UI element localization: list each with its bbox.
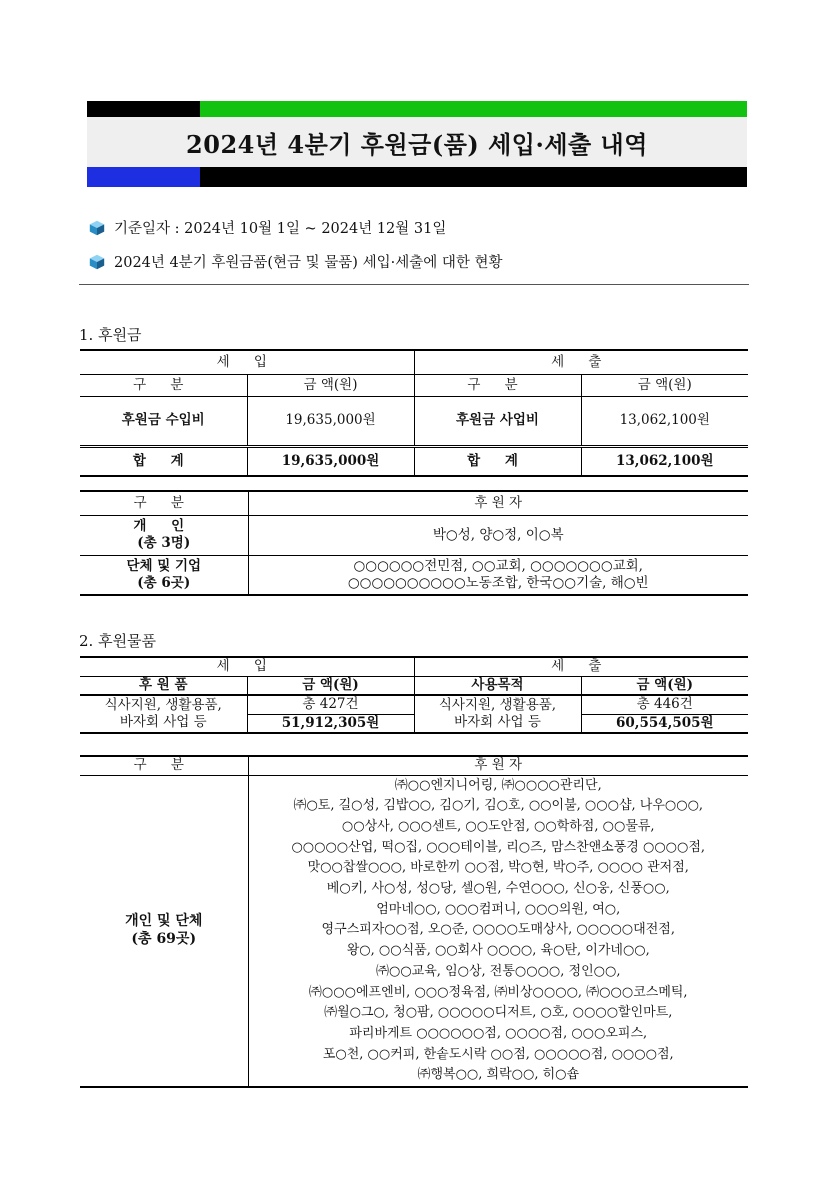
donation-donors-table <box>80 490 748 596</box>
total-expense-amount: 13,062,100원 <box>581 446 748 476</box>
expense-item-line: 바자회 사업 등 <box>454 714 541 730</box>
expense-item-line: 식사지원, 생활용품, <box>438 697 557 714</box>
col-amount: 금 액(원) <box>581 676 748 695</box>
banner-bar-black-bottom <box>200 167 747 187</box>
cube-icon <box>88 253 106 271</box>
individual-cell <box>80 515 248 555</box>
table-row <box>80 396 748 446</box>
col-donor: 후 원 자 <box>248 491 748 515</box>
donor-group-label: 개인 및 단체 <box>125 913 203 930</box>
donor-list-line: 영구스피자○○점, 오○준, ○○○○도매상사, ○○○○○대전점, <box>321 922 675 938</box>
info-period-text: 기준일자 : 2024년 10월 1일 ~ 2024년 12월 31일 <box>114 221 447 237</box>
donor-list <box>248 775 748 1087</box>
donor-list-line: ㈜○○교육, 임○상, 전통○○○○, 정인○○, <box>376 963 621 979</box>
donor-list-line: 포○천, ○○커피, 한솥도시락 ○○점, ○○○○○점, ○○○○점, <box>322 1046 674 1062</box>
individual-names: 박○성, 양○정, 이○복 <box>248 515 748 555</box>
donor-list-line: ㈜○토, 길○성, 김밥○○, 김○기, 김○호, ○○이불, ○○○샵, 나우○○○, <box>293 798 704 814</box>
col-gubun: 구 분 <box>80 491 248 515</box>
table-row <box>80 491 748 515</box>
donor-list-line: 왕○, ○○식품, ○○회사 ○○○○, 육○탄, 이가네○○, <box>346 943 650 959</box>
banner-bar-black <box>87 101 200 117</box>
donor-list-line: 베○키, 사○성, 성○당, 셀○원, 수연○○○, 신○웅, 신풍○○, <box>326 881 670 897</box>
col-item: 후 원 품 <box>80 676 247 695</box>
income-header: 세 입 <box>80 350 414 374</box>
donor-group-count: (총 69곳) <box>131 930 197 947</box>
banner-bar-blue <box>87 167 200 187</box>
table-row <box>80 695 748 714</box>
col-gubun: 구 분 <box>414 374 581 396</box>
table-row <box>80 676 748 695</box>
income-item-line: 바자회 사업 등 <box>119 714 207 730</box>
expense-count: 총 446건 <box>581 695 748 714</box>
col-gubun: 구 분 <box>80 374 247 396</box>
income-item-line: 식사지원, 생활용품, <box>104 697 222 714</box>
donor-list-line: ○○○○○산업, 떡○집, ○○○테이블, 리○즈, 맘스찬앤소풍경 ○○○○점, <box>291 839 706 855</box>
income-header: 세 입 <box>80 657 414 676</box>
col-gubun: 구 분 <box>80 756 248 775</box>
donor-group-cell <box>80 775 248 1087</box>
table-row <box>80 775 748 1087</box>
total-label: 합 계 <box>80 446 247 476</box>
donor-list-line: ㈜월○그○, 청○팜, ○○○○○디저트, ○호, ○○○○할인마트, <box>324 1005 673 1021</box>
expense-header: 세 출 <box>414 350 748 374</box>
expense-amount: 13,062,100원 <box>619 412 710 429</box>
donation-income-expense-table <box>80 349 748 477</box>
expense-amount: 60,554,505원 <box>581 714 748 733</box>
section-title-donations: 1. 후원금 <box>79 326 142 344</box>
donor-list-line: 맛○○찹쌀○○○, 바로한끼 ○○점, 박○현, 박○주, ○○○○ 관저점, <box>307 860 689 876</box>
divider <box>79 284 749 285</box>
total-label: 합 계 <box>414 446 581 476</box>
group-label: 단체 및 기업 <box>126 557 202 574</box>
group-names-line: ○○○○○○○○○○노동조합, 한국○○기술, 해○빈 <box>347 574 649 591</box>
banner-bar-green <box>200 101 747 117</box>
donor-list-line: 엄마네○○, ○○○컴퍼니, ○○○의원, 여○, <box>376 901 621 917</box>
col-donor: 후 원 자 <box>248 756 748 775</box>
income-item: 후원금 수입비 <box>80 396 247 446</box>
table-row <box>80 657 748 676</box>
total-income-amount: 19,635,000원 <box>247 446 414 476</box>
expense-item <box>414 695 581 733</box>
group-names <box>248 555 748 595</box>
table-row <box>80 446 748 476</box>
donor-list-line: ○○상사, ○○○센트, ○○도안점, ○○학하점, ○○물류, <box>341 818 655 834</box>
goods-income-expense-table <box>80 656 748 734</box>
group-cell <box>80 555 248 595</box>
goods-donors-table <box>80 755 748 1088</box>
col-amount: 금 액(원) <box>247 374 414 396</box>
donor-list-line: ㈜○○○에프엔비, ○○○정육점, ㈜비상○○○○, ㈜○○○코스메틱, <box>308 984 688 1000</box>
info-desc-text: 2024년 4분기 후원금품(현금 및 물품) 세입·세출에 대한 현황 <box>114 255 503 271</box>
col-amount: 금 액(원) <box>247 676 414 695</box>
individual-count: (총 3명) <box>137 535 191 551</box>
section-title-goods: 2. 후원물품 <box>79 632 157 650</box>
expense-header: 세 출 <box>414 657 748 676</box>
group-names-line: ○○○○○○전민점, ○○교회, ○○○○○○○교회, <box>353 557 643 574</box>
donor-list-line: 파리바게트 ○○○○○○점, ○○○○점, ○○○오피스, <box>349 1025 648 1041</box>
table-row <box>80 756 748 775</box>
cube-icon <box>88 219 106 237</box>
donor-list-line: ㈜행복○○, 희락○○, 히○숍 <box>417 1067 580 1083</box>
individual-label: 개 인 <box>133 518 195 535</box>
income-count: 총 427건 <box>247 695 414 714</box>
page-title: 2024년 4분기 후원금(품) 세입·세출 내역 <box>87 117 747 167</box>
income-item <box>80 695 247 733</box>
col-purpose: 사용목적 <box>414 676 581 695</box>
table-row <box>80 555 748 595</box>
col-amount: 금 액(원) <box>581 374 748 396</box>
table-row <box>80 515 748 555</box>
donor-list-line: ㈜○○엔지니어링, ㈜○○○○관리단, <box>394 777 602 793</box>
expense-item: 후원금 사업비 <box>414 396 581 446</box>
info-desc <box>88 251 502 272</box>
table-row <box>80 374 748 396</box>
income-amount: 51,912,305원 <box>247 714 414 733</box>
table-row <box>80 350 748 374</box>
group-count: (총 6곳) <box>137 574 191 591</box>
info-period <box>88 217 446 238</box>
income-amount: 19,635,000원 <box>247 396 414 446</box>
